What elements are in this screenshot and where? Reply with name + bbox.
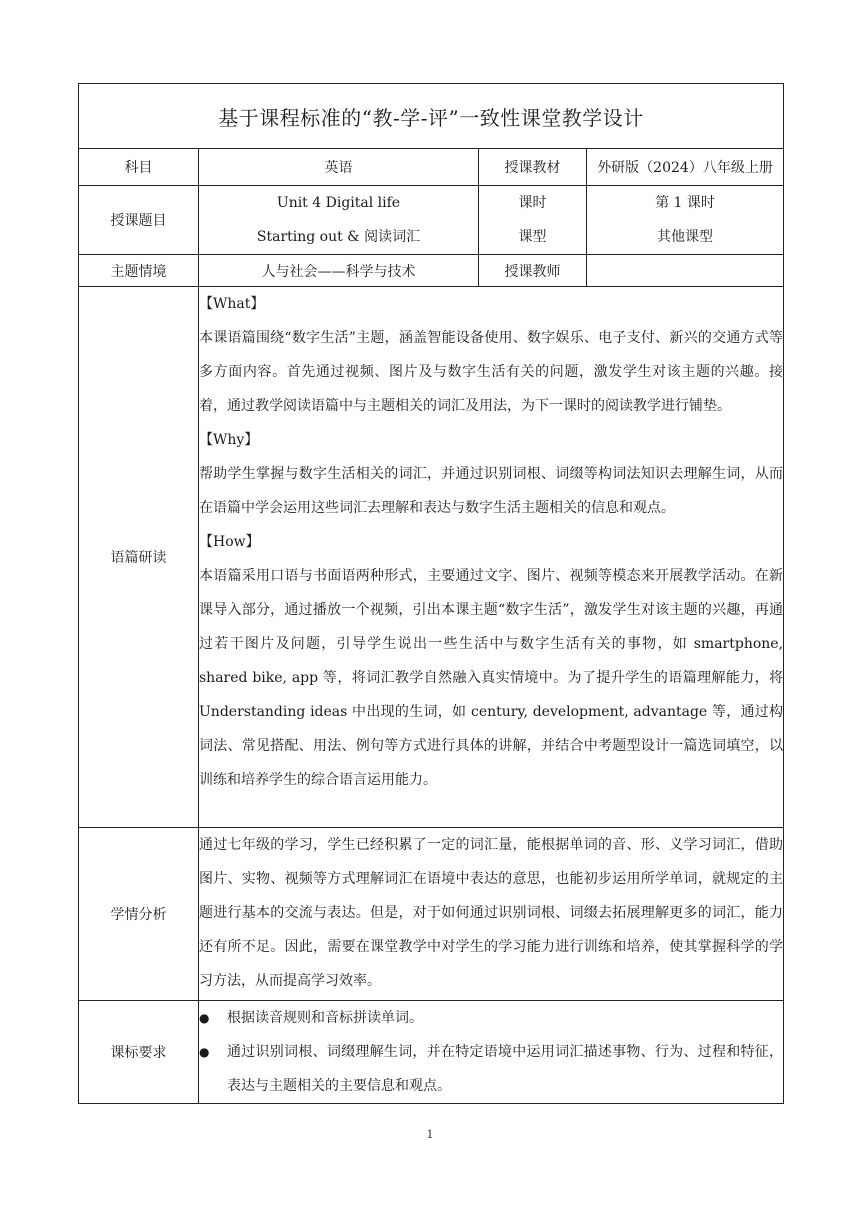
table-row [79, 186, 784, 255]
label-text-analysis: 语篇研读 [79, 287, 199, 828]
what-tag: 【What】 [199, 296, 265, 312]
table-row [79, 287, 784, 828]
value-subject: 英语 [199, 149, 479, 186]
why-text: 帮助学生掌握与数字生活相关的词汇，并通过识别词根、词缀等构词法知识去理解生词，从而在语篇中学会运用这些词汇去理解和表达与数字生活主题相关的信息和观点。 [199, 466, 784, 516]
how-text: 本语篇采用口语与书面语两种形式，主要通过文字、图片、视频等模态来开展教学活动。在新课导入部分，通过播放一个视频，引出本课主题“数字生活”，激发学生对该主题的兴趣，再通过若干图片及问题，引导学生说出一些生活中与数字生活有关的事物，如 smartphone, shared bike, app 等，将词汇教学自然融入真实情境中。为了提升学生的语篇理解能力，将 Understanding ideas 中出现的生词，如 century, development, advantage 等，通过构词法、常见搭配、用法、例句等方式进行具体的讲解，并结合中考题型设计一篇选词填空，以训练和培养学生的综合语言运用能力。 [199, 568, 784, 788]
topic-line-1: Unit 4 Digital life [276, 195, 401, 211]
list-item [199, 1035, 783, 1103]
table-row [79, 828, 784, 1001]
label-topic: 授课题目 [79, 186, 199, 255]
topic-line-2: Starting out & 阅读词汇 [256, 229, 421, 245]
how-tag: 【How】 [199, 534, 260, 550]
text-analysis-content [199, 287, 784, 828]
value-lesson-type: 其他课型 [657, 229, 714, 245]
bullet-icon: ● [199, 1011, 210, 1025]
label-teacher: 授课教师 [479, 255, 587, 287]
label-period-type [479, 186, 587, 255]
label-theme: 主题情境 [79, 255, 199, 287]
document-title: 基于课程标准的“教-学-评”一致性课堂教学设计 [79, 84, 784, 149]
student-analysis-content [199, 828, 784, 1001]
value-theme: 人与社会——科学与技术 [199, 255, 479, 287]
value-period: 第 1 课时 [655, 195, 715, 211]
student-analysis-text: 通过七年级的学习，学生已经积累了一定的词汇量，能根据单词的音、形、义学习词汇，借助图片、实物、视频等方式理解词汇在语境中表达的意思，也能初步运用所学单词，就规定的主题进行基本的交流与表达。但是，对于如何通过识别词根、词缀去拓展理解更多的词汇，能力还有所不足。因此，需要在课堂教学中对学生的学习能力进行训练和培养，使其掌握科学的学习方法，从而提高学习效率。 [199, 837, 784, 989]
label-curriculum: 课标要求 [79, 1001, 199, 1104]
label-textbook: 授课教材 [479, 149, 587, 186]
label-lesson-type: 课型 [518, 229, 547, 245]
page-number: 1 [426, 1128, 434, 1141]
list-item [199, 1001, 783, 1035]
label-period: 课时 [518, 195, 547, 211]
curriculum-item-1: 根据读音规则和音标拼读单词。 [227, 1010, 423, 1026]
value-textbook: 外研版（2024）八年级上册 [587, 149, 784, 186]
value-teacher [587, 255, 784, 287]
curriculum-item-2: 通过识别词根、词缀理解生词，并在特定语境中运用词汇描述事物、行为、过程和特征，表达与主题相关的主要信息和观点。 [227, 1044, 784, 1094]
curriculum-content [199, 1001, 784, 1104]
why-tag: 【Why】 [199, 432, 259, 448]
label-subject: 科目 [79, 149, 199, 186]
table-row [79, 255, 784, 287]
table-row [79, 149, 784, 186]
label-student-analysis: 学情分析 [79, 828, 199, 1001]
what-text: 本课语篇围绕“数字生活”主题，涵盖智能设备使用、数字娱乐、电子支付、新兴的交通方式等多方面内容。首先通过视频、图片及与数字生活有关的问题，激发学生对该主题的兴趣。接着，通过教学阅读语篇中与主题相关的词汇及用法，为下一课时的阅读教学进行铺垫。 [199, 330, 784, 414]
lesson-plan-table [78, 83, 784, 1104]
value-topic [199, 186, 479, 255]
table-row [79, 1001, 784, 1104]
bullet-icon: ● [199, 1045, 210, 1059]
value-period-type [587, 186, 784, 255]
